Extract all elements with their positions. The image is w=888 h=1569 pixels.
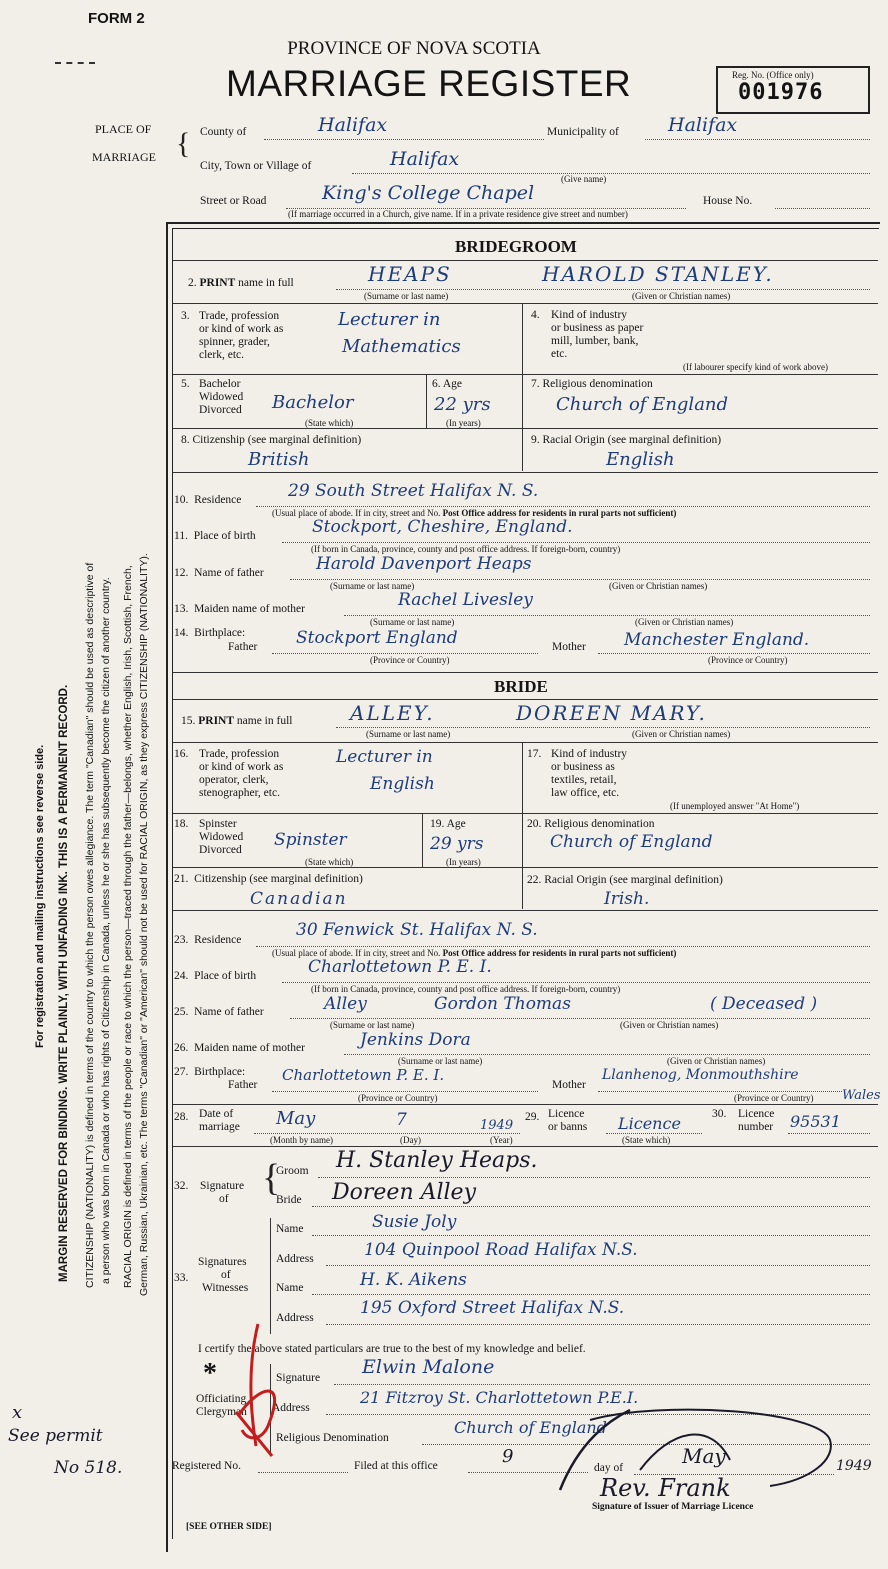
licence-number-num: 30.: [712, 1108, 727, 1120]
bride-father-num: 25.: [174, 1006, 189, 1018]
margin-line-6: German, Russian, Ukrainian, etc. The terms "Canadian" or "American" should not be used for RACIAL ORIGIN, as they express CITIZENSHIP (NATIONALITY).: [138, 553, 150, 1296]
licence-number-label-1: Licence: [738, 1108, 775, 1120]
licence-number-label-2: number: [738, 1121, 774, 1133]
clergy-sig-label: Signature: [276, 1372, 321, 1384]
rule-groom-5: [173, 472, 878, 473]
groom-industry-label-2: or business as paper: [551, 322, 644, 334]
bride-age-text: Age: [446, 818, 466, 830]
rule-bride-4: [173, 867, 878, 868]
clergy-sig-line: [334, 1384, 870, 1385]
clergy-relig-label: Religious Denomination: [276, 1432, 389, 1444]
groom-given-caption: (Given or Christian names): [632, 291, 731, 301]
rule-groom-2: [173, 303, 878, 304]
groom-in-years: (In years): [446, 418, 481, 428]
w2-address-line: [326, 1324, 870, 1325]
bride-age: 29 yrs: [430, 834, 484, 854]
bride-citizenship: Canadian: [250, 889, 348, 909]
bride-residence-num: 23.: [174, 934, 189, 946]
margin-line-4: a person who was born in Canada or who has rights of Citizenship in Canada, unless he or she has subsequently become the citizen of another country.: [100, 577, 112, 1284]
groom-religion-num: 7.: [531, 378, 540, 390]
bride-surname: ALLEY.: [350, 701, 435, 725]
groom-residence-line: [256, 506, 870, 507]
groom-name-text: name in full: [238, 277, 294, 289]
rule-marriage: [173, 1146, 878, 1147]
bride-birthplace-num: 27.: [174, 1066, 189, 1078]
rule-groom-3: [173, 374, 878, 375]
licence-state-which: (State which): [622, 1135, 671, 1145]
groom-age-num: 6.: [432, 378, 441, 390]
margin-line-3: CITIZENSHIP (NATIONALITY) is defined in terms of the country to which the person owes allegiance. The term "Canadian" should be used as descriptive of: [84, 562, 96, 1288]
groom-trade-num: 3.: [181, 310, 190, 322]
form-number: FORM 2: [88, 10, 145, 27]
bride-industry-label-3: textiles, retail,: [551, 774, 617, 786]
bride-birth-note: (If born in Canada, province, county and post office address. If foreign-born, country): [311, 984, 621, 994]
house-label: House No.: [703, 195, 753, 207]
bride-trade-1: Lecturer in: [336, 747, 433, 767]
groom-racial-label: [531, 434, 721, 447]
bride-signature: Doreen Alley: [332, 1180, 477, 1205]
groom-birth: Stockport, Cheshire, England.: [312, 517, 573, 537]
groom-trade-label-1: Trade, profession: [199, 310, 280, 322]
groom-birth-line: [282, 542, 870, 543]
groom-name-line: [336, 289, 870, 290]
witness-num: 33.: [174, 1272, 189, 1284]
witness-label-3: Witnesses: [202, 1282, 249, 1294]
groom-mother-birthplace-line: [598, 653, 870, 654]
bride-religion: Church of England: [550, 832, 713, 852]
marriage-year: 1949: [480, 1118, 514, 1133]
bride-residence: 30 Fenwick St. Halifax N. S.: [296, 920, 538, 940]
groom-mother-text: Maiden name of mother: [194, 603, 305, 615]
permit-mark: x: [12, 1402, 23, 1423]
bride-mother-given-caption: (Given or Christian names): [667, 1056, 766, 1066]
bride-industry-note: (If unemployed answer "At Home"): [670, 801, 800, 811]
bride-mother-birthplace-line: [598, 1091, 842, 1092]
licence-number-line: [788, 1133, 870, 1134]
filed-day: 9: [502, 1446, 514, 1467]
bride-status-num: 18.: [174, 818, 189, 830]
bride-mother-birthplace: Llanhenog, Monmouthshire: [602, 1067, 799, 1083]
bride-heading-rule: [173, 699, 878, 700]
bride-in-years: (In years): [446, 857, 481, 867]
groom-trade-2: Mathematics: [342, 336, 461, 357]
bride-father-birthplace: Charlottetown P. E. I.: [282, 1066, 445, 1084]
w2-address-label: Address: [276, 1312, 314, 1324]
groom-industry-num: 4.: [531, 309, 540, 321]
groom-status-num: 5.: [181, 378, 190, 390]
groom-age-text: Age: [442, 378, 463, 390]
bride-citizenship-label: [174, 873, 363, 886]
groom-name-num: 2.: [188, 277, 197, 289]
groom-status: Bachelor: [272, 392, 354, 413]
clergy-relig: Church of England: [454, 1418, 607, 1437]
rule-bride-3: [173, 813, 878, 814]
bride-father-text: Name of father: [194, 1006, 264, 1018]
w2-name-line: [312, 1294, 870, 1295]
margin-line-5: RACIAL ORIGIN is defined in terms of the people or race to which the person—traced through the father—belongs, whether English, Irish, Scottish, French,: [122, 565, 134, 1288]
bride-religion-num: 20.: [527, 818, 542, 830]
groom-status-label-2: Widowed: [199, 391, 244, 403]
county-value: Halifax: [318, 114, 388, 136]
bride-trade-label-1: Trade, profession: [199, 748, 280, 760]
groom-mother-label: [174, 603, 305, 616]
sig-label-2: of: [219, 1193, 229, 1205]
bride-trade-num: 16.: [174, 748, 189, 760]
groom-father-birthplace: Stockport England: [296, 628, 458, 648]
bride-status-label-2: Widowed: [199, 831, 244, 843]
bride-mother-label: [174, 1042, 305, 1055]
groom-mother-surname-caption: (Surname or last name): [370, 617, 455, 627]
groom-residence-text: Residence: [194, 494, 242, 506]
groom-surname-caption: (Surname or last name): [364, 291, 449, 301]
groom-citizenship: British: [248, 449, 310, 470]
groom-trade-label-4: clerk, etc.: [199, 349, 245, 361]
issuer-caption: Signature of Issuer of Marriage Licence: [592, 1502, 754, 1512]
permit-text: See permit: [8, 1426, 103, 1446]
marriage-date-label-2: marriage: [199, 1121, 240, 1133]
w2-name-label: Name: [276, 1282, 304, 1294]
groom-age-label: [432, 378, 462, 391]
place-brace: {: [176, 127, 191, 160]
groom-birth-note: (If born in Canada, province, county and post office address. If foreign-born, country): [311, 544, 621, 554]
licence-num: 29.: [525, 1111, 540, 1123]
bride-father-surname-caption: (Surname or last name): [330, 1020, 415, 1030]
marriage-day: 7: [396, 1110, 407, 1130]
bride-mother-word: Mother: [552, 1079, 586, 1091]
w1-address-line: [326, 1265, 870, 1266]
bride-name-line: [336, 727, 870, 728]
bride-sig-label: Bride: [276, 1194, 302, 1206]
groom-father-birthplace-line: [272, 653, 538, 654]
see-other-side: [SEE OTHER SIDE]: [186, 1522, 272, 1532]
groom-sig-line: [318, 1177, 870, 1178]
municipality-value: Halifax: [668, 114, 738, 136]
bride-mother-prov-caption: (Province or Country): [734, 1093, 814, 1103]
filed-month: May: [682, 1444, 726, 1468]
marriage-date-label-1: Date of: [199, 1108, 234, 1120]
rule-bride-2: [173, 742, 878, 743]
groom-religion: Church of England: [556, 394, 729, 415]
licence-number: 95531: [790, 1112, 841, 1131]
groom-father-given-caption: (Given or Christian names): [609, 581, 708, 591]
marriage-day-caption: (Day): [400, 1135, 421, 1145]
bride-father-given: Gordon Thomas: [434, 994, 571, 1014]
bride-mother-surname-caption: (Surname or last name): [398, 1056, 483, 1066]
bride-father-line: [290, 1018, 870, 1019]
groom-trade-1: Lecturer in: [338, 309, 441, 330]
w1-name-label: Name: [276, 1223, 304, 1235]
groom-father-num: 12.: [174, 567, 189, 579]
bride-father-given-caption: (Given or Christian names): [620, 1020, 719, 1030]
licence-line: [606, 1133, 702, 1134]
registered-line: [258, 1472, 348, 1473]
bride-industry-label-1: Kind of industry: [551, 748, 628, 760]
marriage-date-line: [254, 1133, 520, 1134]
groom-residence-label: [174, 494, 241, 507]
groom-industry-label-1: Kind of industry: [551, 309, 628, 321]
city-line: [352, 173, 870, 174]
bride-birthplace-text: Birthplace:: [194, 1066, 246, 1078]
groom-birthplace-text: Birthplace:: [194, 627, 246, 639]
w2-name: H. K. Aikens: [360, 1270, 467, 1290]
marriage-month-caption: (Month by name): [270, 1135, 333, 1145]
bride-mother-num: 26.: [174, 1042, 189, 1054]
bride-name-label: [181, 715, 292, 728]
groom-mother-line: [344, 615, 870, 616]
bride-print-word: PRINT: [198, 715, 235, 727]
bride-residence-note-b: Post Office address for residents in rural parts not sufficient): [442, 948, 677, 958]
bride-trade-label-3: operator, clerk,: [199, 774, 269, 786]
bride-father-birthplace-line: [272, 1091, 538, 1092]
groom-citizenship-num: 8.: [181, 434, 190, 446]
groom-trade-label-3: spinner, grader,: [199, 336, 270, 348]
page-title: MARRIAGE REGISTER: [226, 63, 632, 104]
bride-heading-rule-top: [173, 672, 878, 673]
place-label-2: MARRIAGE: [92, 150, 157, 164]
bride-sig-line: [312, 1206, 870, 1207]
place-label-1: PLACE OF: [95, 122, 152, 136]
bride-citizenship-num: 21.: [174, 873, 189, 885]
bride-mother-birthplace-2: Wales: [842, 1088, 881, 1103]
groom-residence-num: 10.: [174, 494, 189, 506]
groom-mother-prov-caption: (Province or Country): [708, 655, 788, 665]
w1-name: Susie Joly: [372, 1212, 457, 1232]
licence-label-1: Licence: [548, 1108, 585, 1120]
bride-mother-text: Maiden name of mother: [194, 1042, 305, 1054]
groom-residence-note-a: (Usual place of abode. If in city, street and No.: [272, 508, 441, 518]
officiating-label-1: Officiating: [196, 1393, 247, 1405]
bride-trade-label-2: or kind of work as: [199, 761, 284, 773]
bride-industry-num: 17.: [527, 748, 542, 760]
municipality-line: [645, 139, 870, 140]
groom-industry-label-3: mill, lumber, bank,: [551, 335, 639, 347]
red-check-mark: [228, 1316, 308, 1460]
groom-mother-birthplace: Manchester England.: [624, 630, 810, 650]
city-value: Halifax: [390, 148, 460, 170]
day-of-label: day of: [594, 1462, 624, 1474]
sig-num: 32.: [174, 1180, 189, 1192]
groom-religion-text: Religious denomination: [542, 378, 653, 390]
bride-status-label-1: Spinster: [199, 818, 237, 830]
bridegroom-heading: BRIDEGROOM: [455, 237, 577, 256]
bridegroom-heading-rule: [173, 260, 878, 261]
bride-state-which: (State which): [305, 857, 354, 867]
bride-racial-text: Racial Origin (see marginal definition): [544, 874, 723, 886]
groom-racial-text: Racial Origin (see marginal definition): [542, 434, 722, 446]
bride-residence-text: Residence: [194, 934, 242, 946]
groom-father-prov-caption: (Province or Country): [370, 655, 450, 665]
bride-birthplace-label: [174, 1066, 245, 1079]
groom-age: 22 yrs: [434, 394, 491, 415]
bride-birth-num: 24.: [174, 970, 189, 982]
filed-year: 1949: [836, 1458, 872, 1474]
sig-label-1: Signature: [200, 1180, 245, 1192]
province-heading: [0, 38, 888, 60]
groom-signature: H. Stanley Heaps.: [336, 1148, 538, 1173]
bride-industry-label-4: law office, etc.: [551, 787, 620, 799]
marriage-date-num: 28.: [174, 1111, 189, 1123]
margin-line-1: For registration and mailing instructions see reverse side.: [34, 744, 46, 1048]
bride-age-num: 19.: [430, 818, 445, 830]
reg-number-label: Reg. No. (Office only): [732, 70, 814, 80]
bride-name-num: 15.: [181, 715, 196, 727]
groom-mother-num: 13.: [174, 603, 189, 615]
bride-age-label: [430, 818, 466, 831]
groom-father-surname-caption: (Surname or last name): [330, 581, 415, 591]
margin-line-2: MARGIN RESERVED FOR BINDING. WRITE PLAINLY, WITH UNFADING INK. THIS IS A PERMANENT RECORD.: [58, 684, 70, 1282]
bride-father-word: Father: [228, 1079, 258, 1091]
groom-state-which: (State which): [305, 418, 354, 428]
registered-label: Registered No.: [172, 1460, 241, 1472]
street-value: King's College Chapel: [322, 182, 535, 204]
permit-number: No 518.: [54, 1458, 123, 1478]
marriage-month: May: [276, 1108, 316, 1129]
bride-heading: BRIDE: [494, 677, 548, 696]
groom-status-label-1: Bachelor: [199, 378, 241, 390]
groom-father-label: [174, 567, 264, 580]
groom-industry-label-4: etc.: [551, 348, 568, 360]
bride-residence-note-a: (Usual place of abode. If in city, street and No.: [272, 948, 441, 958]
clergy-address-label: Address: [272, 1402, 310, 1414]
groom-sig-label: Groom: [276, 1165, 309, 1177]
witness-label-2: of: [221, 1269, 231, 1281]
county-label: County of: [200, 126, 247, 138]
licence-label-2: or banns: [548, 1121, 588, 1133]
groom-industry-note: (If labourer specify kind of work above): [683, 362, 828, 372]
county-line: [264, 139, 544, 140]
groom-mother-word: Mother: [552, 641, 586, 653]
w1-address-label: Address: [276, 1253, 314, 1265]
groom-mother: Rachel Livesley: [398, 590, 533, 610]
bride-racial-num: 22.: [527, 874, 542, 886]
bride-given: DOREEN MARY.: [516, 701, 707, 725]
bride-mother-line: [344, 1054, 870, 1055]
bride-father-prov-caption: (Province or Country): [358, 1093, 438, 1103]
groom-given: HAROLD STANLEY.: [542, 262, 774, 286]
filed-label: Filed at this office: [354, 1460, 438, 1472]
bride-given-caption: (Given or Christian names): [632, 729, 731, 739]
groom-name-label: [188, 277, 294, 290]
groom-racial-num: 9.: [531, 434, 540, 446]
asterisk: *: [203, 1358, 217, 1389]
bride-birth-line: [282, 982, 870, 983]
street-label: Street or Road: [200, 195, 267, 207]
sig-brace: {: [262, 1157, 281, 1199]
groom-citizenship-label: [181, 434, 361, 447]
clergy-signature: Elwin Malone: [362, 1356, 495, 1378]
bride-mother: Jenkins Dora: [360, 1030, 471, 1050]
rule-bride-1617-v: [522, 743, 523, 813]
bride-name-text: name in full: [236, 715, 293, 727]
groom-religion-label: [531, 378, 653, 391]
certify-text: I certify the above stated particulars are true to the best of my knowledge and belief.: [198, 1343, 586, 1355]
province-text: PROVINCE OF NOVA SCOTIA: [287, 38, 541, 59]
house-line: [775, 208, 870, 209]
w2-address: 195 Oxford Street Halifax N.S.: [360, 1298, 625, 1318]
w1-address: 104 Quinpool Road Halifax N.S.: [364, 1240, 638, 1260]
bride-father-label: [174, 1006, 264, 1019]
reg-number-box: [716, 66, 870, 114]
groom-trade-label-2: or kind of work as: [199, 323, 284, 335]
groom-birthplace-num: 14.: [174, 627, 189, 639]
groom-birthplace-label: [174, 627, 245, 640]
bride-racial-label: [527, 874, 723, 887]
w1-name-line: [312, 1235, 870, 1236]
groom-surname: HEAPS: [368, 262, 452, 286]
bride-status: Spinster: [274, 830, 347, 850]
groom-citizenship-text: Citizenship (see marginal definition): [192, 434, 362, 446]
licence-value: Licence: [618, 1114, 681, 1133]
bride-surname-caption: (Surname or last name): [366, 729, 451, 739]
bride-father-surname: Alley: [324, 994, 367, 1014]
city-label: City, Town or Village of: [200, 160, 312, 172]
corner-dash: [55, 62, 95, 64]
groom-birth-text: Place of birth: [193, 530, 256, 542]
bride-father-deceased: ( Deceased ): [710, 994, 818, 1014]
groom-father-line: [290, 579, 870, 580]
groom-status-label-3: Divorced: [199, 404, 242, 416]
clergy-address: 21 Fitzroy St. Charlottetown P.E.I.: [360, 1388, 639, 1407]
bride-trade-2: English: [370, 774, 435, 794]
marriage-year-caption: (Year): [490, 1135, 513, 1145]
bride-trade-label-4: stenographer, etc.: [199, 787, 280, 799]
rule-groom-56-v: [426, 375, 427, 428]
bride-residence-label: [174, 934, 241, 947]
groom-print-word: PRINT: [199, 277, 236, 289]
groom-birth-num: 11.: [174, 530, 188, 542]
bride-birth: Charlottetown P. E. I.: [308, 957, 492, 977]
groom-father-word: Father: [228, 641, 258, 653]
rule-bride-1819-v: [422, 814, 423, 867]
give-name-caption: (Give name): [561, 174, 607, 184]
rule-groom-34-v: [522, 304, 523, 374]
bride-birth-text: Place of birth: [194, 970, 257, 982]
rule-groom-67-v: [522, 375, 523, 471]
municipality-label: Municipality of: [547, 126, 619, 138]
rule-bride-1920-v: [522, 814, 523, 909]
reg-number: 001976: [738, 80, 824, 105]
bride-religion-label: [527, 818, 654, 831]
officiating-label-2: Clergyman: [196, 1406, 247, 1418]
groom-residence: 29 South Street Halifax N. S.: [288, 481, 539, 501]
groom-mother-given-caption: (Given or Christian names): [635, 617, 734, 627]
rule-bride-5: [173, 910, 878, 911]
bride-status-label-3: Divorced: [199, 844, 242, 856]
bride-industry-label-2: or business as: [551, 761, 615, 773]
issuer-signature: Rev. Frank: [600, 1474, 731, 1502]
bride-birth-label: [174, 970, 256, 983]
bride-religion-text: Religious denomination: [544, 818, 655, 830]
groom-father: Harold Davenport Heaps: [316, 554, 532, 574]
rule-bride-6: [173, 1104, 878, 1105]
street-note: (If marriage occurred in a Church, give name. If in a private residence give street and number): [288, 209, 628, 219]
witness-label-1: Signatures: [198, 1256, 247, 1268]
rule-groom-4: [173, 428, 878, 429]
groom-birth-label: [174, 530, 256, 543]
bride-citizenship-text: Citizenship (see marginal definition): [194, 873, 363, 885]
bride-racial: Irish.: [604, 889, 650, 909]
bride-residence-line: [256, 946, 870, 947]
groom-racial: English: [606, 449, 675, 470]
groom-father-text: Name of father: [194, 567, 264, 579]
groom-residence-note-b: Post Office address for residents in rural parts not sufficient): [442, 508, 677, 518]
